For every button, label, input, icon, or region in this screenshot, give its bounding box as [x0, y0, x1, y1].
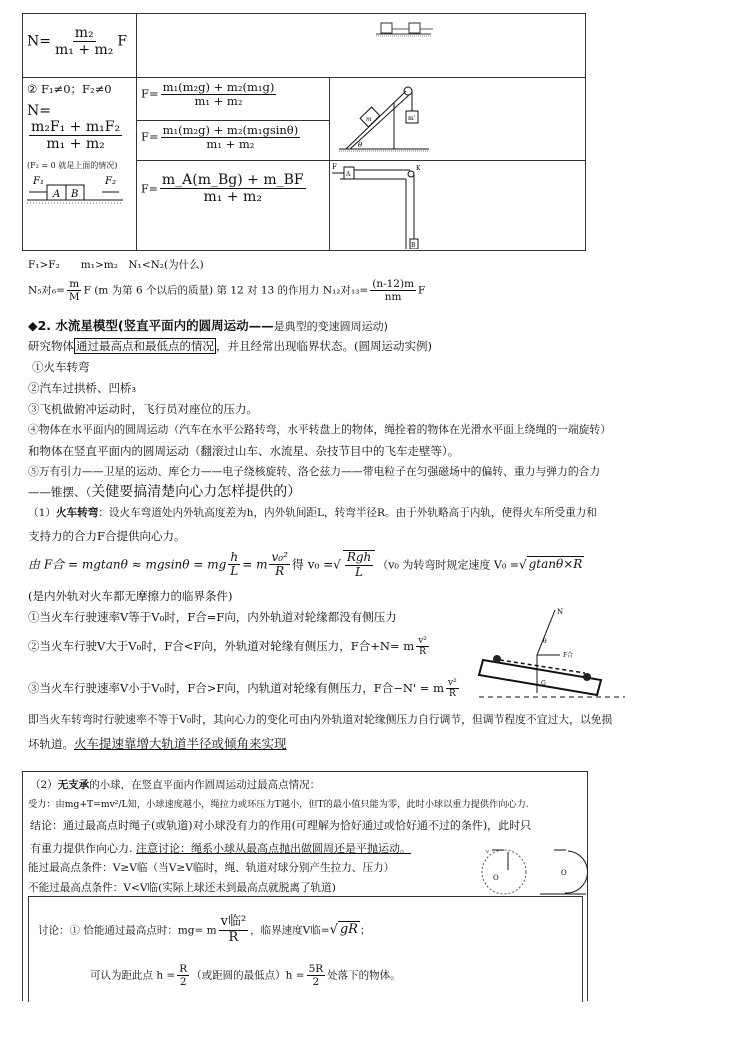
- text: 的小球，在竖直平面内作圆周运动过最高点情况：: [89, 779, 321, 791]
- text: （或距圆的最低点）h =: [191, 969, 305, 982]
- underlined-conclusion: 火车提速靠增大轨道半径或倾角来实现: [74, 736, 287, 751]
- label: N=: [27, 33, 51, 50]
- label: F: [117, 33, 128, 50]
- f-label: F: [332, 163, 337, 171]
- numerator: v²: [418, 636, 427, 646]
- train-para: [28, 507, 597, 520]
- label: F=: [141, 129, 159, 144]
- denominator: nm: [384, 291, 402, 304]
- comparison-line: F₁>F₂ m₁>m₂ N₁<N₂(为什么): [28, 259, 204, 271]
- denominator: 2: [179, 976, 187, 989]
- denominator: M: [68, 291, 80, 304]
- text: 研究物体: [28, 339, 74, 353]
- theta-label: θ: [543, 638, 547, 645]
- text: 处落下的物体。: [327, 969, 401, 982]
- label: F=: [141, 182, 158, 196]
- numerator: h: [230, 549, 239, 564]
- v-label: v: [486, 849, 489, 855]
- circle-figures: [478, 846, 588, 896]
- summary-line-cont: [28, 736, 287, 752]
- bold-term: 火车转弯: [55, 507, 99, 519]
- denominator: m₁ + m₂: [203, 189, 262, 206]
- example-3: ③飞机做俯冲运动时，飞行员对座位的压力。: [28, 402, 258, 416]
- text: 坏轨道。: [28, 737, 74, 751]
- denominator: m₁ + m₂: [54, 42, 114, 59]
- text: ：设火车弯道处内外轨高度差为h，内外轨间距L，转弯半径R。由于外轨略高于内轨，使得火车所受重力和: [98, 507, 597, 519]
- heading-main: ◆2. 水流星模型(竖直平面内的圆周运动——: [28, 318, 274, 333]
- text: F: [418, 284, 426, 297]
- f1-label: F₁: [33, 176, 44, 188]
- text: 可认为距此点 h =: [90, 969, 176, 982]
- n-formula-line: [28, 278, 425, 303]
- discussion-2: [90, 963, 401, 988]
- intro-line: [28, 340, 432, 354]
- numerator: v₀²: [271, 549, 288, 564]
- example-4: ④物体在水平面内的圆周运动（汽车在水平公路转弯，水平转盘上的物体，绳拴着的物体在光滑水平面上绕绳的一端旋转）: [28, 423, 612, 436]
- example-2: ②汽车过拱桥、凹桥₃: [28, 381, 137, 395]
- label: N₅对₆=: [28, 284, 65, 297]
- box-title: [30, 779, 320, 792]
- force-line: 受力：由mg+T=mv²/L知，小球速度越小，绳拉力或环压力T越小，但T的最小值只能为零，此时小球以重力提供作向心力.: [28, 799, 529, 810]
- numerator: Rgh: [346, 550, 372, 564]
- k-label: K: [416, 165, 421, 172]
- critical-note: (是内外轨对火车都无摩擦力的临界条件): [28, 589, 233, 603]
- text: （1）: [28, 507, 56, 519]
- pass-condition: 能过最高点条件：V≥V临（当V≥V临时，绳、轨道对球分别产生拉力、压力）: [28, 862, 395, 874]
- discussion-1: 讨论：① 恰能通过最高点时：mg= m $\frac{\text{v临²}}{R}$ ，临界速度V临=√ gR ；: [38, 914, 371, 945]
- table-pulley-figure: [330, 161, 430, 249]
- b-label: B: [411, 242, 416, 249]
- label: N=: [27, 103, 51, 119]
- cell-incline-figure: [330, 78, 586, 161]
- theta-label: θ: [358, 141, 363, 149]
- train-equation: 由 F合 = mgtanθ ≈ mgsinθ = mg $\frac{h}{L}$ = m $\frac{\text{v₀²}}{R}$ 得 v₀ =√ $\frac{\text{Rgh}}{L}$ （v₀ 为转弯时规定速度 V₀ =√ gtanθ×R: [28, 549, 583, 579]
- denominator: m₁ + m₂: [46, 136, 105, 153]
- case-1: ①当火车行驶速率V等于V₀时，F合=F向，内外轨道对轮缘都没有侧压力: [28, 610, 397, 624]
- text: F (m 为第 6 个以后的质量) 第 12 对 13 的作用力 N₁₂对₁₃=: [83, 284, 369, 297]
- text: 由 F合 = mgtanθ ≈ mgsinθ = mg: [28, 557, 227, 572]
- conclusion-cont: [30, 842, 411, 855]
- text: ②当火车行驶V大于V₀时，F合<F向，外轨道对轮缘有侧压力，F合+N= m: [28, 638, 415, 653]
- text: ；: [359, 924, 371, 937]
- emphasis: 关健要搞清楚向心力怎样提供的）: [91, 484, 302, 500]
- cell-f2: [137, 121, 330, 161]
- numerator: m₂: [74, 25, 94, 41]
- n-label: N: [557, 608, 564, 616]
- denominator: m₁ + m₂: [206, 137, 255, 152]
- conclusion-line: 结论：通过最高点时绳子(或轨道)对小球没有力的作用(可理解为恰好通过或恰好通不过的条件)，此时只: [30, 819, 532, 832]
- cell-n-formula: [23, 14, 137, 78]
- denominator: R: [448, 689, 456, 700]
- cell-f1: [137, 78, 330, 121]
- denominator: R: [228, 929, 239, 945]
- section-heading: [28, 318, 388, 333]
- g-label: G: [541, 680, 546, 687]
- sqrt-expr: gtanθ×R: [528, 557, 583, 572]
- numerator: v²: [448, 678, 457, 688]
- formula-table: [22, 13, 586, 251]
- case-2: [28, 636, 431, 658]
- a-label: A: [346, 171, 351, 178]
- denominator: L: [230, 564, 239, 579]
- two-blocks-figure: [141, 17, 581, 57]
- summary-line: 即当火车转弯时行驶速率不等于V₀时，其向心力的变化可由内外轨道对轮缘侧压力自行调节，但调节程度不宜过大，以免损: [28, 713, 613, 726]
- example-1: ①火车转弯: [32, 360, 90, 374]
- f-label: F合: [563, 652, 574, 659]
- text: （v₀ 为转弯时规定速度 V₀ =: [377, 558, 519, 572]
- numerator: m: [69, 278, 80, 290]
- case-3: [28, 678, 461, 700]
- example-5: ⑤万有引力——卫星的运动、库仑力——电子绕核旋转、洛仑兹力——带电粒子在匀强磁场中的偏转、重力与弹力的合力: [28, 465, 601, 478]
- incline-pulley-figure: [334, 81, 434, 157]
- ab-blocks-figure: [27, 175, 127, 211]
- bold-term: 无支承: [57, 779, 90, 791]
- text: 得 v₀ =: [291, 557, 334, 572]
- train-track-figure: [475, 605, 635, 700]
- train-para-cont: 支持力的合力F合提供向心力。: [28, 529, 186, 543]
- text: 讨论：① 恰能通过最高点时：mg= m: [38, 924, 217, 937]
- text: ③当火车行驶速率V小于V₀时，F合>F向，内轨道对轮缘有侧压力，F合−N' = m: [28, 680, 445, 695]
- numerator: 5R: [308, 963, 324, 975]
- underlined-note: 注意讨论：绳系小球从最高点抛出做圆周还是平抛运动。: [136, 842, 411, 855]
- cell-pulley-figure: [330, 161, 586, 251]
- numerator: m₁(m₂g) + m₂(m₁g): [162, 80, 275, 94]
- m2-label: m': [408, 115, 416, 122]
- heading-sub: 是典型的变速圆周运动): [273, 320, 388, 333]
- text: = m: [242, 557, 268, 572]
- note: (F₂ = 0 就是上面的情况): [27, 161, 118, 171]
- denominator: R: [419, 647, 426, 658]
- o-label: O: [561, 869, 567, 877]
- sqrt-expr: gR: [339, 922, 358, 938]
- m-label: m: [366, 116, 372, 123]
- numerator: m₁(m₂g) + m₂(m₁gsinθ): [162, 123, 299, 137]
- denominator: R: [275, 564, 285, 579]
- numerator: v临²: [220, 914, 247, 929]
- text: ，并且经常出现临界状态。(圆周运动实例): [216, 339, 432, 353]
- text: 有重力提供作向心力.: [30, 842, 133, 855]
- numerator: (n-12)m: [372, 278, 415, 290]
- a-label: A: [53, 189, 61, 201]
- cell-n-general: [23, 78, 137, 251]
- denominator: L: [355, 564, 364, 579]
- fail-condition: 不能过最高点条件：V<V临(实际上球还未到最高点就脱离了轨道): [28, 882, 336, 894]
- example-4-cont: 和物体在竖直平面内的圆周运动（翻滚过山车、水流星、杂技节目中的飞车走壁等）。: [28, 444, 460, 458]
- numerator: R: [179, 963, 188, 975]
- text: ，临界速度V临=: [250, 924, 330, 937]
- text: ——锥摆、（: [28, 485, 92, 499]
- numerator: m₂F₁ + m₁F₂: [31, 119, 121, 135]
- b-label: B: [71, 189, 79, 201]
- o-label: O: [493, 874, 499, 882]
- denominator: m₁ + m₂: [194, 94, 243, 109]
- example-5-cont: [28, 484, 301, 501]
- denominator: 2: [312, 976, 320, 989]
- numerator: m_A(m_Bg) + m_BF: [161, 172, 304, 188]
- boxed-text: 通过最高点和最低点的情况: [76, 339, 214, 353]
- f2-label: F₂: [105, 176, 116, 188]
- cell-f3: [137, 161, 330, 251]
- case-label: ② F₁≠0；F₂≠0: [27, 82, 112, 96]
- label: F=: [141, 86, 159, 101]
- text: （2）: [30, 779, 58, 791]
- cell-figure-blocks: [137, 14, 586, 78]
